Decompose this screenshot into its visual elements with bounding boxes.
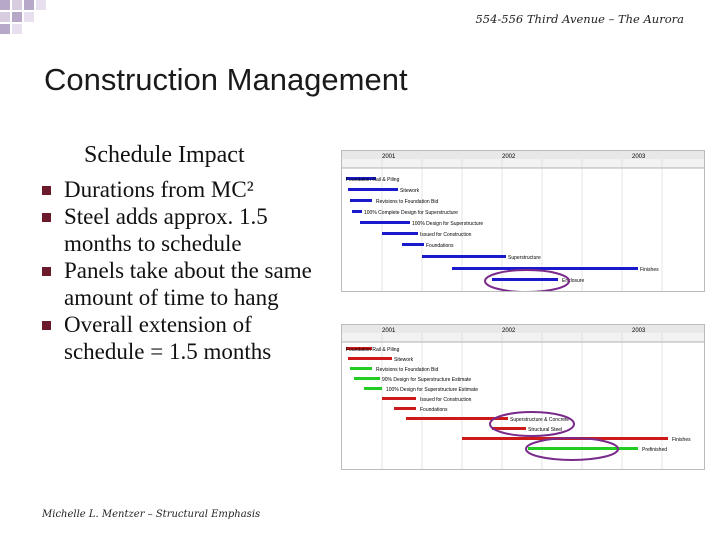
gantt-year-label: 2003	[632, 154, 646, 160]
original-schedule-gantt-image	[341, 150, 705, 292]
gantt-year-label: 2003	[632, 328, 646, 334]
bullet-item: Overall extension of schedule = 1.5 months	[40, 311, 330, 365]
gantt-task-label: Foundation Rail & Piling	[346, 347, 400, 353]
gantt-task-label: Foundation Rail & Piling	[346, 177, 400, 183]
slide-subtitle: Schedule Impact	[84, 142, 245, 168]
steel-schedule-gantt-image	[341, 324, 705, 470]
bullet-item: Panels take about the same amount of time to hang	[40, 257, 330, 311]
gantt-task-label: 90% Design for Superstructure Estimate	[382, 377, 472, 383]
corner-decoration	[0, 0, 60, 40]
gantt-task-label: Revisions to Foundation Bid	[376, 199, 439, 205]
gantt-task-label: 100% Complete Design for Superstructure	[364, 210, 458, 216]
gantt-task-label: 100% Design for Superstructure Estimate	[386, 387, 478, 393]
bullet-item: Durations from MC²	[40, 176, 330, 203]
gantt-task-label: Revisions to Foundation Bid	[376, 367, 439, 373]
gantt-task-label: Structural Steel	[528, 427, 563, 433]
footer-author: Michelle L. Mentzer – Structural Emphasis	[42, 509, 261, 520]
gantt-year-label: 2001	[382, 154, 396, 160]
gantt-task-label: Sitework	[400, 188, 420, 194]
gantt-year-label: 2001	[382, 328, 396, 334]
gantt-task-label: Superstructure	[508, 255, 541, 261]
gantt-task-label: Finishes	[672, 437, 691, 443]
gantt-task-label: Sitework	[394, 357, 414, 363]
slide-title: Construction Management	[44, 62, 408, 97]
header-address: 554-556 Third Avenue – The Aurora	[475, 12, 684, 26]
square-bullet-icon	[42, 213, 51, 222]
bullet-item: Steel adds approx. 1.5 months to schedule	[40, 203, 330, 257]
gantt-task-label: 100% Design for Superstructure	[412, 221, 484, 227]
square-bullet-icon	[42, 267, 51, 276]
gantt-task-label: Enclosure	[562, 278, 585, 284]
gantt-year-label: 2002	[502, 154, 516, 160]
square-bullet-icon	[42, 321, 51, 330]
gantt-task-label: Issued for Construction	[420, 232, 472, 238]
gantt-task-label: Foundations	[420, 407, 448, 413]
square-bullet-icon	[42, 186, 51, 195]
gantt-task-label: Issued for Construction	[420, 397, 472, 403]
gantt-task-label: Foundations	[426, 243, 454, 249]
gantt-task-label: Prefinished	[642, 447, 668, 453]
gantt-task-label: Superstructure & Concrete	[510, 417, 570, 423]
gantt-task-label: Finishes	[640, 267, 659, 273]
bullet-list	[40, 176, 330, 365]
gantt-year-label: 2002	[502, 328, 516, 334]
